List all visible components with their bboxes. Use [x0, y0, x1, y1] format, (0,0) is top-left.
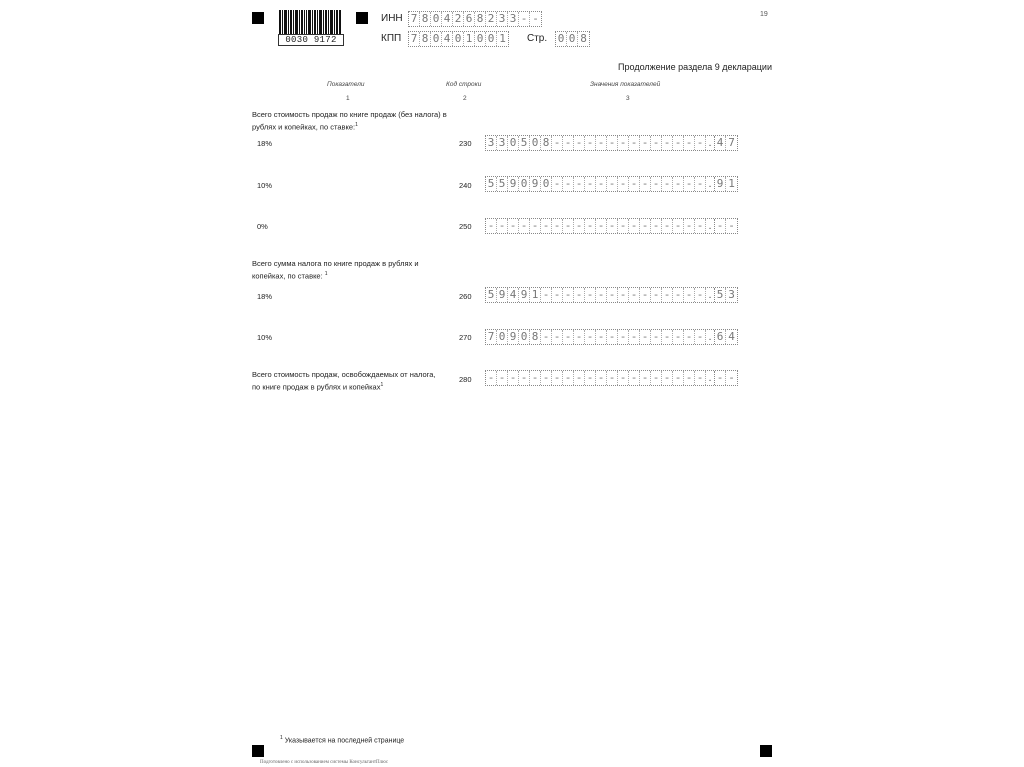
kpp-digit-cell: 0	[431, 32, 442, 46]
kpp-digit-cell: 0	[486, 32, 497, 46]
kpp-digit-cell: 0	[453, 32, 464, 46]
inn-label: ИНН	[381, 13, 403, 24]
footnote-text: Указывается на последней странице	[284, 737, 405, 745]
value-digit-cell: -	[684, 219, 695, 233]
value-digit-cell: -	[497, 219, 508, 233]
value-field-260	[485, 287, 738, 303]
line-code: 260	[459, 292, 472, 301]
value-field-250	[485, 218, 738, 234]
value-digit-cell: -	[618, 371, 629, 385]
value-digit-cell: -	[585, 330, 596, 344]
value-digit-cell: -	[508, 371, 519, 385]
value-digit-cell: -	[497, 371, 508, 385]
kopecks-field	[714, 136, 737, 150]
value-digit-cell: -	[596, 219, 607, 233]
inn-digit-cell: 7	[409, 12, 420, 26]
value-digit-cell: -	[618, 219, 629, 233]
value-digit-cell: 1	[530, 288, 541, 302]
value-digit-cell: -	[574, 288, 585, 302]
value-digit-cell: -	[695, 177, 706, 191]
kopeck-digit-cell: 3	[728, 288, 735, 301]
value-digit-cell: -	[552, 136, 563, 150]
registration-mark-top-center	[356, 12, 368, 24]
value-digit-cell: -	[596, 330, 607, 344]
value-digit-cell: -	[662, 177, 673, 191]
value-digit-cell: -	[574, 330, 585, 344]
inn-field	[408, 11, 542, 27]
page-number-field	[555, 31, 590, 47]
value-digit-cell: -	[651, 177, 662, 191]
value-digit-cell: -	[695, 136, 706, 150]
kopecks-field	[714, 288, 737, 302]
value-digit-cell: -	[574, 371, 585, 385]
kopeck-digit-cell: -	[715, 371, 726, 385]
kopeck-digit-cell: 6	[715, 330, 726, 344]
value-field-240	[485, 176, 738, 192]
value-digit-cell: -	[541, 330, 552, 344]
value-field-230	[485, 135, 738, 151]
value-digit-cell: 5	[497, 177, 508, 191]
value-digit-cell: -	[552, 371, 563, 385]
sales-value-section-text: Всего стоимость продаж по книге продаж (без налога) в рублях и копейках, по ставке:	[252, 110, 447, 132]
value-digit-cell: 0	[497, 330, 508, 344]
value-digit-cell: -	[640, 288, 651, 302]
value-digit-cell: -	[486, 219, 497, 233]
kpp-field	[408, 31, 509, 47]
barcode	[278, 10, 342, 46]
value-digit-cell: -	[618, 177, 629, 191]
value-digit-cell: -	[695, 330, 706, 344]
value-digit-cell: -	[541, 219, 552, 233]
value-digit-cell: -	[662, 288, 673, 302]
value-digit-cell: -	[607, 371, 618, 385]
value-digit-cell: -	[552, 219, 563, 233]
kopeck-digit-cell: 4	[728, 330, 735, 343]
page-marker: 19	[760, 11, 768, 18]
footnote	[280, 735, 404, 744]
value-digit-cell: -	[673, 219, 684, 233]
column-number-2: 2	[463, 95, 467, 102]
value-digit-cell: -	[596, 371, 607, 385]
value-digit-cell: -	[640, 136, 651, 150]
registration-mark-bottom-left	[252, 745, 264, 757]
value-digit-cell: -	[651, 288, 662, 302]
value-digit-cell: -	[607, 288, 618, 302]
footnote-ref: 1	[355, 122, 358, 128]
value-digit-cell: 4	[508, 288, 519, 302]
value-digit-cell: -	[618, 288, 629, 302]
kopeck-digit-cell: 9	[715, 177, 726, 191]
prepared-with-note: Подготовлено с использованием системы КонсультантПлюс	[260, 760, 389, 765]
value-digit-cell: -	[585, 177, 596, 191]
kopecks-field	[714, 177, 737, 191]
value-digit-cell: -	[574, 136, 585, 150]
value-digit-cell: 3	[497, 136, 508, 150]
footnote-ref: 1	[324, 271, 328, 277]
page-digit-cell: 0	[567, 32, 578, 46]
value-digit-cell: -	[541, 371, 552, 385]
value-digit-cell: 5	[519, 136, 530, 150]
barcode-bars-icon	[278, 10, 342, 36]
value-digit-cell: -	[552, 288, 563, 302]
value-field-280	[485, 370, 738, 386]
line-code: 240	[459, 181, 472, 190]
kopeck-digit-cell: -	[728, 371, 735, 384]
value-digit-cell: -	[563, 288, 574, 302]
sales-value-section-title	[252, 110, 452, 133]
page-digit-cell: 8	[580, 32, 587, 45]
value-digit-cell: -	[607, 177, 618, 191]
value-digit-cell: 0	[508, 136, 519, 150]
value-digit-cell: -	[662, 219, 673, 233]
value-digit-cell: -	[585, 288, 596, 302]
value-digit-cell: 0	[530, 136, 541, 150]
inn-digit-cell: 4	[442, 12, 453, 26]
value-digit-cell: -	[673, 136, 684, 150]
value-digit-cell: -	[695, 371, 706, 385]
value-digit-cell: -	[585, 371, 596, 385]
rate-label: 18%	[257, 292, 273, 301]
value-digit-cell: -	[519, 371, 530, 385]
value-digit-cell: -	[629, 219, 640, 233]
section-continuation-title: Продолжение раздела 9 декларации	[618, 62, 772, 72]
value-digit-cell: -	[563, 219, 574, 233]
kpp-digit-cell: 4	[442, 32, 453, 46]
decimal-point: .	[708, 331, 712, 343]
page-digit-cell: 0	[556, 32, 567, 46]
decimal-point: .	[708, 372, 712, 384]
exempt-sales-section-title	[252, 370, 442, 393]
value-digit-cell: -	[552, 330, 563, 344]
value-digit-cell: -	[651, 136, 662, 150]
line-code: 250	[459, 222, 472, 231]
value-digit-cell: -	[585, 136, 596, 150]
line-code: 230	[459, 139, 472, 148]
value-digit-cell: -	[662, 330, 673, 344]
value-digit-cell: -	[629, 371, 640, 385]
value-field-270	[485, 329, 738, 345]
kopecks-field	[714, 371, 737, 385]
value-digit-cell: -	[673, 330, 684, 344]
value-digit-cell: 3	[486, 136, 497, 150]
value-digit-cell: -	[486, 371, 497, 385]
tax-sum-section-text: Всего сумма налога по книге продаж в рублях и копейках, по ставке:	[252, 259, 419, 281]
value-digit-cell: -	[673, 288, 684, 302]
footnote-ref: 1	[380, 382, 384, 388]
rate-label: 10%	[257, 181, 273, 190]
kopecks-field	[714, 219, 737, 233]
value-digit-cell: 0	[519, 330, 530, 344]
inn-digit-cell: 2	[486, 12, 497, 26]
column-header-indicators: Показатели	[327, 81, 365, 88]
value-digit-cell: -	[651, 371, 662, 385]
value-digit-cell: 9	[519, 288, 530, 302]
column-header-values: Значения показателей	[590, 81, 661, 88]
value-digit-cell: 7	[486, 330, 497, 344]
value-digit-cell: -	[574, 219, 585, 233]
column-header-line-code: Код строки	[446, 81, 482, 88]
inn-digit-cell: -	[519, 12, 530, 26]
value-digit-cell: -	[596, 177, 607, 191]
page-label: Стр.	[527, 33, 548, 44]
kopeck-digit-cell: -	[728, 219, 735, 232]
value-digit-cell: -	[695, 288, 706, 302]
value-digit-cell: 5	[486, 288, 497, 302]
value-digit-cell: 5	[486, 177, 497, 191]
value-digit-cell: 0	[541, 177, 552, 191]
value-digit-cell: -	[596, 136, 607, 150]
value-digit-cell: -	[684, 136, 695, 150]
value-digit-cell: -	[684, 177, 695, 191]
value-digit-cell: -	[530, 219, 541, 233]
value-digit-cell: -	[684, 330, 695, 344]
line-code: 280	[459, 375, 472, 384]
value-digit-cell: -	[563, 177, 574, 191]
value-digit-cell: -	[673, 177, 684, 191]
value-digit-cell: -	[629, 330, 640, 344]
inn-digit-cell: 2	[453, 12, 464, 26]
rate-label: 18%	[257, 139, 273, 148]
value-digit-cell: -	[585, 219, 596, 233]
inn-digit-cell: 8	[475, 12, 486, 26]
value-digit-cell: -	[651, 330, 662, 344]
kopeck-digit-cell: 7	[728, 136, 735, 149]
value-digit-cell: -	[519, 219, 530, 233]
footnote-mark: 1	[280, 735, 283, 741]
value-digit-cell: -	[508, 219, 519, 233]
inn-digit-cell: 3	[508, 12, 519, 26]
decimal-point: .	[708, 289, 712, 301]
value-digit-cell: -	[618, 136, 629, 150]
kpp-digit-cell: 1	[499, 32, 506, 45]
inn-digit-cell: 0	[431, 12, 442, 26]
value-digit-cell: -	[607, 219, 618, 233]
value-digit-cell: -	[640, 330, 651, 344]
value-digit-cell: 8	[530, 330, 541, 344]
kopeck-digit-cell: 5	[715, 288, 726, 302]
decimal-point: .	[708, 178, 712, 190]
value-digit-cell: -	[684, 371, 695, 385]
inn-digit-cell: 3	[497, 12, 508, 26]
tax-sum-section-title	[252, 259, 452, 282]
value-digit-cell: -	[684, 288, 695, 302]
value-digit-cell: -	[695, 219, 706, 233]
kopeck-digit-cell: 1	[728, 177, 735, 190]
value-digit-cell: -	[530, 371, 541, 385]
kpp-digit-cell: 0	[475, 32, 486, 46]
kpp-digit-cell: 7	[409, 32, 420, 46]
inn-digit-cell: -	[532, 12, 539, 25]
value-digit-cell: -	[662, 371, 673, 385]
value-digit-cell: -	[629, 177, 640, 191]
column-number-3: 3	[626, 95, 630, 102]
value-digit-cell: -	[563, 330, 574, 344]
rate-label: 10%	[257, 333, 273, 342]
value-digit-cell: 9	[497, 288, 508, 302]
line-code: 270	[459, 333, 472, 342]
value-digit-cell: -	[640, 219, 651, 233]
value-digit-cell: -	[640, 177, 651, 191]
decimal-point: .	[708, 137, 712, 149]
rate-label: 0%	[257, 222, 268, 231]
value-digit-cell: -	[596, 288, 607, 302]
value-digit-cell: 9	[530, 177, 541, 191]
value-digit-cell: -	[651, 219, 662, 233]
inn-digit-cell: 8	[420, 12, 431, 26]
kpp-digit-cell: 8	[420, 32, 431, 46]
value-digit-cell: -	[563, 136, 574, 150]
value-digit-cell: -	[563, 371, 574, 385]
kpp-label: КПП	[381, 33, 402, 44]
registration-mark-top-left	[252, 12, 264, 24]
value-digit-cell: 8	[541, 136, 552, 150]
value-digit-cell: 9	[508, 330, 519, 344]
kopecks-field	[714, 330, 737, 344]
value-digit-cell: -	[673, 371, 684, 385]
kopeck-digit-cell: -	[715, 219, 726, 233]
value-digit-cell: -	[607, 330, 618, 344]
value-digit-cell: -	[662, 136, 673, 150]
value-digit-cell: -	[618, 330, 629, 344]
column-number-1: 1	[346, 95, 350, 102]
value-digit-cell: 9	[508, 177, 519, 191]
value-digit-cell: -	[541, 288, 552, 302]
value-digit-cell: -	[607, 136, 618, 150]
inn-digit-cell: 6	[464, 12, 475, 26]
value-digit-cell: -	[640, 371, 651, 385]
value-digit-cell: -	[629, 136, 640, 150]
barcode-number: 0030 9172	[278, 34, 344, 46]
decimal-point: .	[708, 220, 712, 232]
registration-mark-bottom-right	[760, 745, 772, 757]
value-digit-cell: -	[574, 177, 585, 191]
value-digit-cell: -	[629, 288, 640, 302]
exempt-sales-section-text: Всего стоимость продаж, освобождаемых от налога, по книге продаж в рублях и копейках	[252, 370, 436, 392]
kpp-digit-cell: 1	[464, 32, 475, 46]
value-digit-cell: 0	[519, 177, 530, 191]
value-digit-cell: -	[552, 177, 563, 191]
kopeck-digit-cell: 4	[715, 136, 726, 150]
